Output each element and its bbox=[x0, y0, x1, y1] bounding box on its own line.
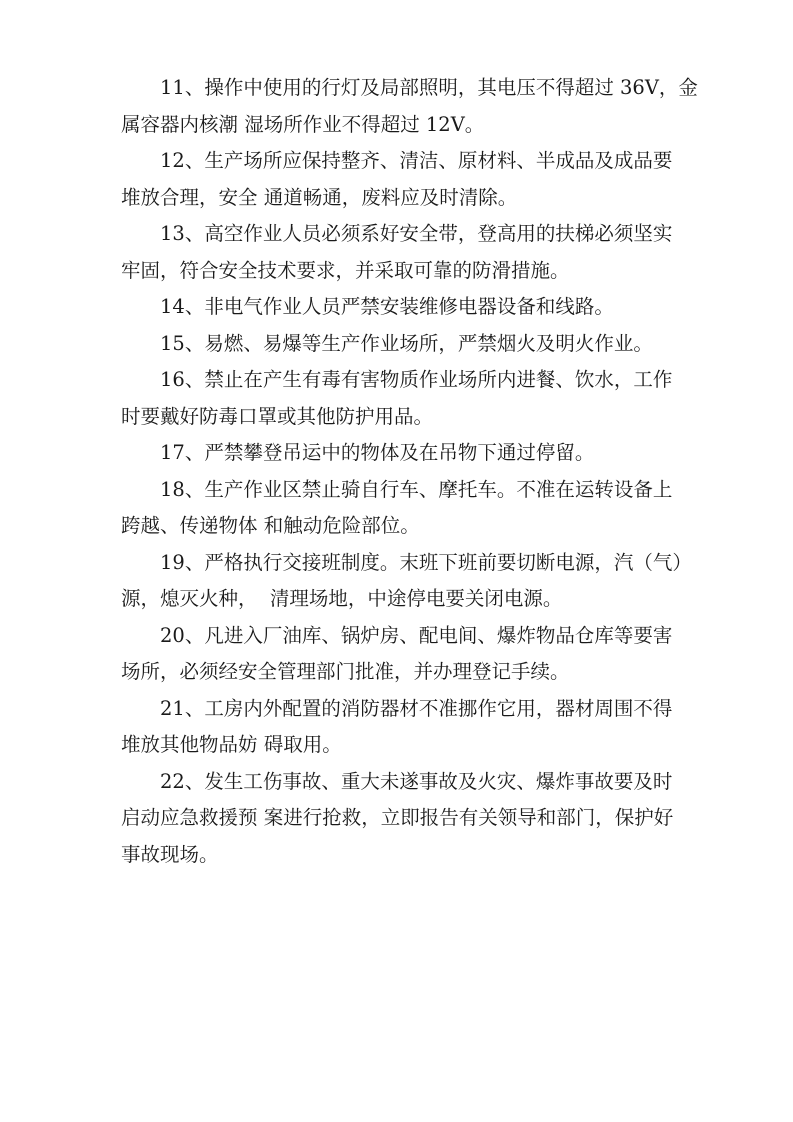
text-line: 16、禁止在产生有毒有害物质作业场所内进餐、饮水，工作 bbox=[160, 368, 673, 391]
text-line: 场所，必须经安全管理部门批准，并办理登记手续。 bbox=[121, 660, 570, 683]
text-line: 12、生产场所应保持整齐、清洁、原材料、半成品及成品要 bbox=[160, 149, 673, 172]
text-line: 17、严禁攀登吊运中的物体及在吊物下通过停留。 bbox=[160, 441, 595, 464]
paragraph-rule-22 bbox=[121, 764, 693, 874]
text-line: 牢固，符合安全技术要求，并采取可靠的防滑措施。 bbox=[121, 258, 570, 282]
paragraph-rule-14 bbox=[121, 289, 693, 326]
paragraph-rule-17 bbox=[121, 435, 693, 472]
text-line: 14、非电气作业人员严禁安装维修电器设备和线路。 bbox=[160, 295, 614, 318]
paragraph-rule-18 bbox=[121, 472, 693, 545]
paragraph-rule-11 bbox=[121, 70, 698, 143]
text-line: 11、操作中使用的行灯及局部照明，其电压不得超过 36V，金 bbox=[160, 76, 698, 99]
text-line: 跨越、传递物体 和触动危险部位。 bbox=[121, 514, 420, 537]
text-line: 属容器内核潮 湿场所作业不得超过 12V。 bbox=[121, 112, 485, 136]
text-line: 堆放合理，安全 通道畅通，废料应及时清除。 bbox=[121, 185, 518, 209]
text-line: 时要戴好防毒口罩或其他防护用品。 bbox=[121, 404, 434, 428]
paragraph-rule-16 bbox=[121, 362, 693, 435]
text-line: 事故现场。 bbox=[121, 842, 219, 866]
paragraph-rule-15 bbox=[121, 326, 693, 363]
text-line: 19、严格执行交接班制度。末班下班前要切断电源，汽（气） bbox=[160, 550, 692, 574]
text-line: 22、发生工伤事故、重大未遂事故及火灾、爆炸事故要及时 bbox=[160, 769, 673, 793]
text-line: 堆放其他物品妨 碍取用。 bbox=[121, 733, 342, 756]
text-line: 启动应急救援预 案进行抢救，立即报告有关领导和部门，保护好 bbox=[121, 806, 674, 829]
paragraph-rule-19 bbox=[121, 545, 693, 618]
text-line: 15、易燃、易爆等生产作业场所，严禁烟火及明火作业。 bbox=[160, 331, 653, 355]
text-line: 18、生产作业区禁止骑自行车、摩托车。不准在运转设备上 bbox=[160, 477, 673, 501]
text-line: 21、工房内外配置的消防器材不准挪作它用，器材周围不得 bbox=[160, 696, 673, 720]
document-page bbox=[121, 70, 698, 873]
paragraph-rule-13 bbox=[121, 216, 693, 289]
text-line: 13、高空作业人员必须系好安全带，登高用的扶梯必须坚实 bbox=[160, 222, 673, 245]
paragraph-rule-12 bbox=[121, 143, 693, 216]
text-line: 20、凡进入厂油库、锅炉房、配电间、爆炸物品仓库等要害 bbox=[160, 623, 673, 647]
paragraph-rule-21 bbox=[121, 691, 693, 764]
paragraph-rule-20 bbox=[121, 618, 693, 691]
text-line: 源，熄灭火种， 清理场地，中途停电要关闭电源。 bbox=[121, 587, 563, 610]
